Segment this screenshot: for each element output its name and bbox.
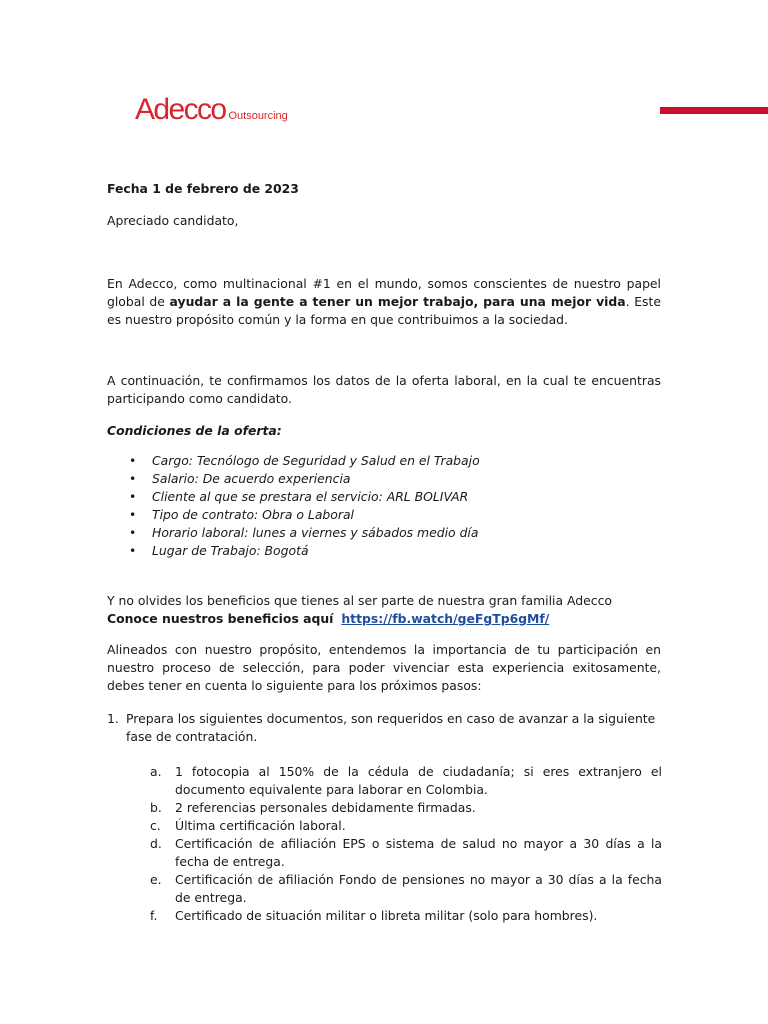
document-marker: e.: [150, 872, 162, 887]
document-text: 1 fotocopia al 150% de la cédula de ciudadanía; si eres extranjero el documento equivalente para laborar en Colombia.: [175, 764, 662, 797]
document-text: Última certificación laboral.: [175, 818, 346, 833]
confirm-paragraph: A continuación, te confirmamos los datos de la oferta laboral, en la cual te encuentras participando como candidato.: [107, 373, 661, 406]
document-text: Certificación de afiliación EPS o sistema de salud no mayor a 30 días a la fecha de entrega.: [175, 836, 662, 869]
condition-item: • Cargo: Tecnólogo de Seguridad y Salud en el Trabajo: [107, 452, 661, 470]
benefits-paragraph: [107, 592, 661, 628]
document-text: Certificación de afiliación Fondo de pensiones no mayor a 30 días a la fecha de entrega.: [175, 872, 662, 905]
benefits-link[interactable]: https://fb.watch/geFgTp6gMf/: [341, 611, 550, 626]
letter-date: Fecha 1 de febrero de 2023: [107, 181, 299, 196]
aligned-paragraph: Alineados con nuestro propósito, entendemos la importancia de tu participación en nuestro proceso de selección, para poder vivenciar esta experiencia exitosamente, debes tener en cuenta lo siguiente para los próximos pasos:: [107, 642, 661, 693]
document-text: 2 referencias personales debidamente firmadas.: [175, 800, 476, 815]
header-accent-bar: [660, 107, 768, 114]
condition-item: • Lugar de Trabajo: Bogotá: [107, 542, 661, 560]
document-marker: b.: [150, 800, 162, 815]
condition-item: • Horario laboral: lunes a viernes y sábados medio día: [107, 524, 661, 542]
document-item: [150, 763, 662, 799]
intro-highlight: ayudar a la gente a tener un mejor trabajo, para una mejor vida: [169, 294, 626, 309]
document-item: [150, 799, 662, 817]
document-item: [150, 817, 662, 835]
condition-item: • Salario: De acuerdo experiencia: [107, 470, 661, 488]
documents-list: [150, 763, 662, 925]
greeting: Apreciado candidato,: [107, 213, 239, 228]
document-text: Certificado de situación militar o libreta militar (solo para hombres).: [175, 908, 598, 923]
document-marker: d.: [150, 836, 162, 851]
conditions-heading: Condiciones de la oferta:: [107, 423, 282, 438]
document-item: [150, 907, 662, 925]
condition-item: • Cliente al que se prestara el servicio: ARL BOLIVAR: [107, 488, 661, 506]
document-marker: a.: [150, 764, 162, 779]
document-marker: c.: [150, 818, 161, 833]
step-1-text: Prepara los siguientes documentos, son requeridos en caso de avanzar a la siguiente fase de contratación.: [126, 711, 656, 744]
benefits-callout: Conoce nuestros beneficios aquí: [107, 611, 334, 626]
brand-subtitle: Outsourcing: [228, 110, 288, 122]
conditions-list: [107, 452, 661, 560]
intro-paragraph: [107, 275, 661, 329]
document-item: [150, 871, 662, 907]
document-marker: f.: [150, 908, 158, 923]
intro-text-1: En Adecco, como multinacional #1 en el mundo, somos conscientes de nuestro papel global de: [107, 276, 661, 309]
document-item: [150, 835, 662, 871]
benefits-text: Y no olvides los beneficios que tienes al ser parte de nuestra gran familia Adecco: [107, 593, 612, 608]
adecco-logo: [135, 93, 288, 127]
condition-item: • Tipo de contrato: Obra o Laboral: [107, 506, 661, 524]
step-1: [107, 710, 661, 746]
brand-name: Adecco: [135, 93, 226, 126]
step-1-number: 1.: [107, 711, 119, 726]
intro-text-2: . Este es nuestro propósito común y la forma en que contribuimos a la sociedad.: [107, 294, 661, 327]
